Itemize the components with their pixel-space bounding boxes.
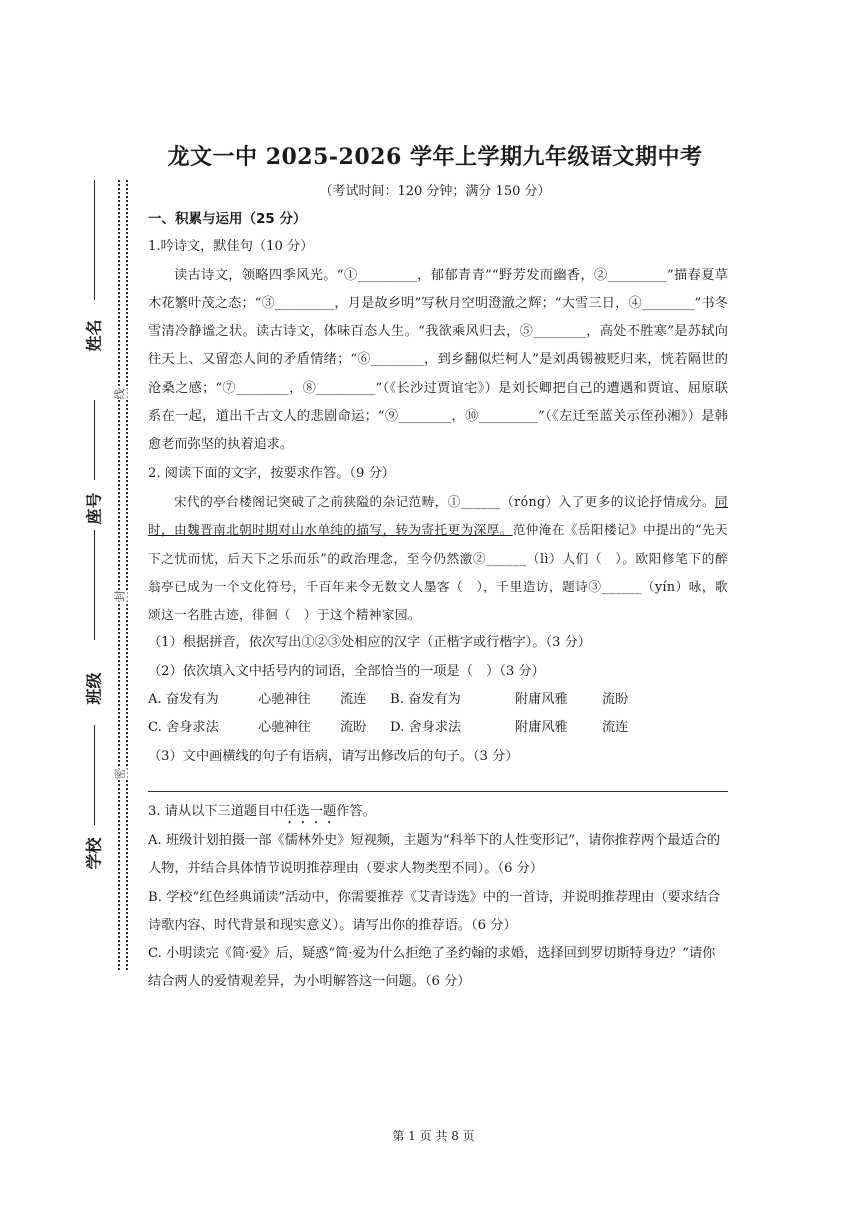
options-row-cd	[148, 714, 728, 742]
school-label: 学校	[84, 837, 104, 870]
option-a-word-2: 心驰神往	[258, 692, 311, 708]
school-field	[60, 725, 130, 965]
question-3-title	[148, 798, 728, 827]
q3-title-post: 作答。	[336, 803, 376, 819]
option-a-word-1: A. 奋发有为	[148, 692, 219, 708]
option-d-word-3: 流连	[602, 720, 629, 736]
question-3-option-c: C. 小明读完《简·爱》后，疑惑“简·爱为什么拒绝了圣约翰的求婚，选择回到罗切斯特身边？”请你结合两人的爱情观差异，为小明解答这一问题。（6 分）	[148, 946, 716, 990]
options-row-ab	[148, 686, 728, 714]
question-2-title: 2. 阅读下面的文字，按要求作答。（9 分）	[148, 465, 395, 481]
question-2-sub-2: （2）依次填入文中括号内的词语，全部恰当的一项是（ ）（3 分）	[148, 663, 545, 679]
option-d-word-1: D. 舍身求法	[390, 720, 462, 736]
school-line	[94, 725, 95, 825]
question-3-option-a: A. 班级计划拍摄一部《儒林外史》短视频，主题为“科举下的人性变形记”，请你推荐两个最适合的人物，并结合具体情节说明推荐理由（要求人物类型不同）。（6 分）	[148, 832, 721, 877]
seal-word-feng: 封	[113, 590, 127, 602]
option-d-word-2: 附庸风雅	[515, 720, 568, 736]
name-line	[94, 180, 95, 300]
q3-title-emphasis: 任选一题	[283, 803, 337, 819]
exam-content	[148, 205, 728, 997]
question-1-text: 读古诗文，领略四季风光。“①_________，郁郁青青”“野芳发而幽香，②_________”描春夏草木花繁叶茂之态；“③_________，月是故乡明”写秋月空明澄澈之辉；“大雪三日，④________”书冬雪清冷静谧之状。读古诗文，体味百态人生。“我欲乘风归去，⑤________，高处不胜寒”是苏轼向往天上、又留恋人间的矛盾情绪；“⑥________，到乡翻似烂柯人”是刘禹锡被贬归来，恍若隔世的沧桑之感；“⑦________，⑧_________”（《长沙过贾谊宅》）是刘长卿把自己的遭遇和贾谊、屈原联系在一起，道出千古文人的悲剧命运；“⑨________，⑩_________”（《左迁至蓝关示侄孙湘》）是韩愈老而弥坚的执着追求。	[148, 267, 728, 453]
class-label: 班级	[84, 672, 104, 705]
question-3-option-b: B. 学校“红色经典诵读”活动中，你需要推荐《艾青诗选》中的一首诗，并说明推荐理由（要求结合诗歌内容、时代背景和现实意义）。请写出你的推荐语。（6 分）	[148, 889, 721, 933]
option-b-word-3: 流盼	[602, 692, 629, 708]
option-c-word-1: C. 舍身求法	[148, 720, 219, 736]
section-heading: 一、积累与运用（25 分）	[148, 211, 307, 227]
option-c-word-3: 流盼	[340, 720, 367, 736]
name-field	[60, 180, 130, 380]
exam-subtitle: （考试时间：120 分钟；满分 150 分）	[319, 184, 551, 199]
seat-field	[60, 380, 130, 530]
question-1-title: 1.吟诗文，默佳句（10 分）	[148, 239, 314, 255]
option-a-word-3: 流连	[340, 692, 367, 708]
question-2-sub-1: （1）根据拼音，依次写出①②③处相应的汉字（正楷字或行楷字）。（3 分）	[148, 635, 591, 651]
seat-line	[94, 400, 95, 480]
q3-title-pre: 3. 请从以下三道题目中	[148, 803, 284, 819]
option-c-word-2: 心驰神往	[258, 720, 311, 736]
answer-line	[148, 791, 728, 792]
page-number: 第 1 页 共 8 页	[392, 1129, 475, 1143]
name-label: 姓名	[84, 319, 104, 352]
class-field	[60, 530, 130, 730]
class-line	[94, 530, 95, 640]
question-2-sub-3: （3）文中画横线的句子有语病，请写出修改后的句子。（3 分）	[148, 748, 519, 764]
exam-title: 龙文一中 2025-2026 学年上学期九年级语文期中考	[167, 144, 703, 170]
passage-underlined-sentence: 同时，由魏晋南北朝时期对山水单纯的描写，转为寄托更为深厚。	[148, 493, 728, 538]
binding-margin	[0, 170, 140, 980]
passage-part-2: 范仲淹在《岳阳楼记》中提出的“先天下之忧而忧，后天下之乐而乐”的政治理念，至今仍然激②______（lì）人们（ ）。欧阳修笔下的醉翁亭已成为一个文化符号，千百年来令无数文人墨客（ ），千里造访，题诗③______（yín）咏，歌颂这一名胜古迹，徘徊（ ）于这个精神家园。	[148, 522, 728, 623]
option-b-word-2: 附庸风雅	[515, 692, 568, 708]
seat-label: 座号	[84, 492, 104, 525]
passage-part-1: 宋代的亭台楼阁记突破了之前狭隘的杂记范畴，①______（róng）入了更多的议论抒情成分。	[174, 493, 715, 509]
seal-word-xian: 线	[113, 388, 127, 400]
question-2-passage	[148, 488, 728, 629]
option-b-word-1: B. 奋发有为	[390, 692, 461, 708]
seal-word-mi: 密	[113, 768, 127, 780]
